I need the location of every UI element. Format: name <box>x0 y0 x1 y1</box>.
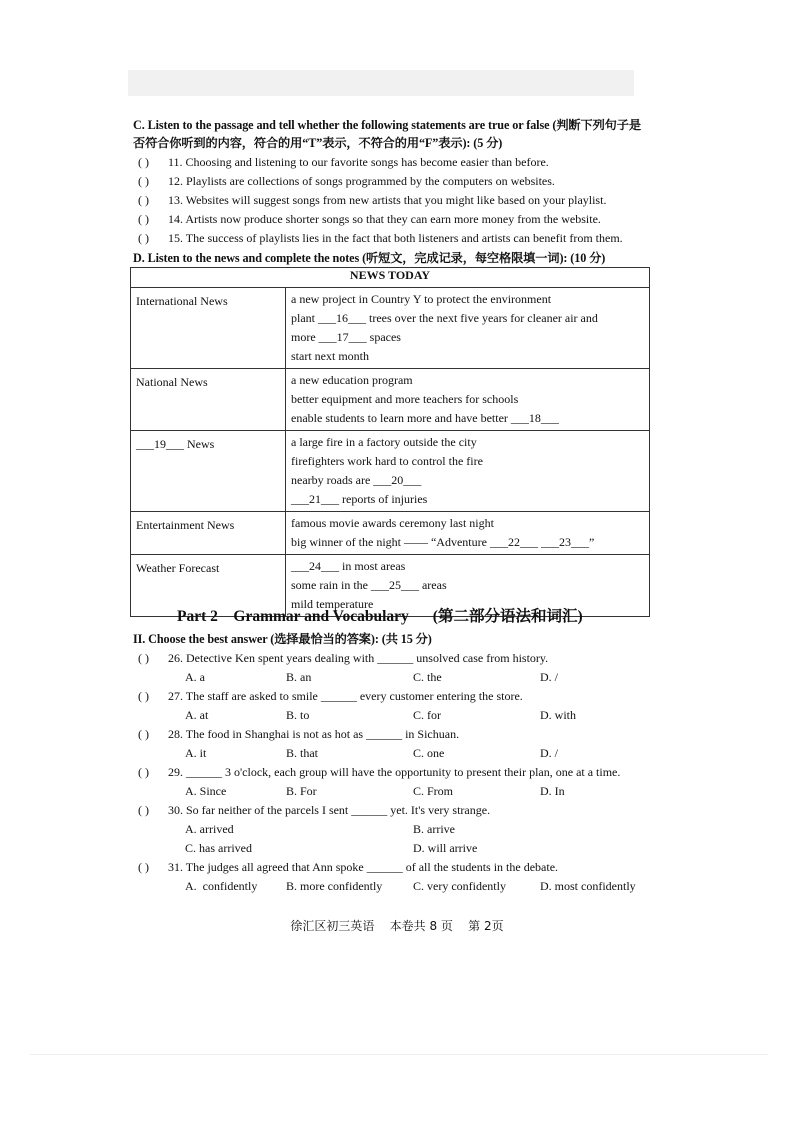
news-today-table <box>130 267 650 617</box>
section-d <box>133 249 653 267</box>
note-line: ___24___ in most areas <box>291 559 406 573</box>
row-notes <box>286 288 650 369</box>
option-row <box>138 820 658 839</box>
table-row <box>131 369 650 431</box>
answer-blank[interactable]: ( ) <box>138 174 149 188</box>
statement-text: 14. Artists now produce shorter songs so that they can earn more money from the website. <box>168 212 601 226</box>
note-line: big winner of the night —— “Adventure ___22___ ___23___” <box>291 535 595 549</box>
option[interactable]: C. for <box>413 708 441 722</box>
option[interactable]: B. that <box>286 746 318 760</box>
note-line: ___21___ reports of injuries <box>291 492 428 506</box>
statement-text: 12. Playlists are collections of songs programmed by the computers on websites. <box>168 174 555 188</box>
note-line: enable students to learn more and have better ___18___ <box>291 411 559 425</box>
question-stem <box>138 649 658 668</box>
true-false-item <box>138 191 658 210</box>
option[interactable]: D. In <box>540 784 565 798</box>
row-notes <box>286 512 650 555</box>
page-footer: 徐汇区初三英语 本卷共 8 页 第 2页 <box>290 919 504 933</box>
option[interactable]: B. For <box>286 784 317 798</box>
option[interactable]: B. an <box>286 670 312 684</box>
option[interactable]: A. a <box>185 670 205 684</box>
section-ii <box>133 630 653 648</box>
row-label: Entertainment News <box>131 512 286 555</box>
page-bottom-rule <box>30 1054 768 1055</box>
question-stem <box>138 858 658 877</box>
note-line: a new project in Country Y to protect the environment <box>291 292 552 306</box>
option[interactable]: C. the <box>413 670 442 684</box>
answer-blank[interactable]: ( ) <box>138 155 149 169</box>
option-row <box>138 706 658 725</box>
stem-text: 30. So far neither of the parcels I sent ______ yet. It's very strange. <box>168 803 491 817</box>
note-line: a new education program <box>291 373 413 387</box>
true-false-item <box>138 210 658 229</box>
answer-blank[interactable]: ( ) <box>138 212 149 226</box>
option-row <box>138 668 658 687</box>
option[interactable]: B. to <box>286 708 310 722</box>
scan-header-band <box>128 70 634 96</box>
option[interactable]: A. confidently <box>185 879 258 893</box>
mc-questions <box>138 649 658 896</box>
answer-blank[interactable]: ( ) <box>138 765 149 779</box>
row-notes <box>286 431 650 512</box>
answer-blank[interactable]: ( ) <box>138 803 149 817</box>
section-c-heading: C. Listen to the passage and tell whether the following statements are true or false (判断下列句子是否符合你听到的内容，符合的用“T”表示，不符合的用“F”表示): (5 分) <box>133 118 641 150</box>
answer-blank[interactable]: ( ) <box>138 860 149 874</box>
option[interactable]: D. will arrive <box>413 841 478 855</box>
statement-text: 11. Choosing and listening to our favorite songs has become easier than before. <box>168 155 549 169</box>
stem-text: 26. Detective Ken spent years dealing with ______ unsolved case from history. <box>168 651 549 665</box>
option-row <box>138 877 658 896</box>
statement-text: 15. The success of playlists lies in the fact that both listeners and artists can benefit from them. <box>168 231 623 245</box>
table-row <box>131 431 650 512</box>
note-line: more ___17___ spaces <box>291 330 401 344</box>
option[interactable]: B. arrive <box>413 822 455 836</box>
question-stem <box>138 763 658 782</box>
table-title: NEWS TODAY <box>131 268 650 288</box>
option[interactable]: A. arrived <box>185 822 234 836</box>
part2-title-cn: (第二部分语法和词汇) <box>432 608 583 625</box>
option[interactable]: C. one <box>413 746 445 760</box>
option[interactable]: A. at <box>185 708 209 722</box>
row-label: International News <box>131 288 286 369</box>
row-label: National News <box>131 369 286 431</box>
note-line: mild temperature <box>291 597 374 611</box>
true-false-item <box>138 153 658 172</box>
question-stem <box>138 725 658 744</box>
stem-text: 28. The food in Shanghai is not as hot as ______ in Sichuan. <box>168 727 460 741</box>
section-c <box>133 116 653 152</box>
option-row <box>138 782 658 801</box>
note-line: some rain in the ___25___ areas <box>291 578 447 592</box>
section-c-items <box>138 153 658 248</box>
answer-blank[interactable]: ( ) <box>138 231 149 245</box>
part2-title-en: Part 2 Grammar and Vocabulary <box>177 608 409 625</box>
stem-text: 27. The staff are asked to smile ______ every customer entering the store. <box>168 689 523 703</box>
note-line: nearby roads are ___20___ <box>291 473 422 487</box>
option[interactable]: C. very confidently <box>413 879 506 893</box>
note-line: firefighters work hard to control the fire <box>291 454 483 468</box>
true-false-item <box>138 229 658 248</box>
option[interactable]: D. with <box>540 708 576 722</box>
row-notes <box>286 369 650 431</box>
row-label: Weather Forecast <box>131 555 286 617</box>
note-line: famous movie awards ceremony last night <box>291 516 494 530</box>
note-line: start next month <box>291 349 369 363</box>
stem-text: 31. The judges all agreed that Ann spoke ______ of all the students in the debate. <box>168 860 559 874</box>
statement-text: 13. Websites will suggest songs from new artists that you might like based on your playlist. <box>168 193 607 207</box>
stem-text: 29. ______ 3 o'clock, each group will have the opportunity to present their plan, one at a time. <box>168 765 621 779</box>
option[interactable]: A. Since <box>185 784 227 798</box>
option[interactable]: D. / <box>540 746 558 760</box>
question-stem <box>138 801 658 820</box>
option[interactable]: C. From <box>413 784 454 798</box>
option[interactable]: C. has arrived <box>185 841 252 855</box>
option[interactable]: D. most confidently <box>540 879 636 893</box>
note-line: better equipment and more teachers for schools <box>291 392 519 406</box>
note-line: a large fire in a factory outside the city <box>291 435 477 449</box>
option[interactable]: D. / <box>540 670 558 684</box>
answer-blank[interactable]: ( ) <box>138 651 149 665</box>
answer-blank[interactable]: ( ) <box>138 727 149 741</box>
question-stem <box>138 687 658 706</box>
table-row <box>131 288 650 369</box>
true-false-item <box>138 172 658 191</box>
answer-blank[interactable]: ( ) <box>138 689 149 703</box>
option[interactable]: B. more confidently <box>286 879 383 893</box>
part2-title <box>177 604 583 626</box>
option-row <box>138 744 658 763</box>
section-d-heading: D. Listen to the news and complete the notes (听短文，完成记录，每空格限填一词): (10 分) <box>133 251 606 265</box>
row-label: ___19___ News <box>131 431 286 512</box>
option-row <box>138 839 658 858</box>
option[interactable]: A. it <box>185 746 207 760</box>
table-row <box>131 512 650 555</box>
section-ii-heading: II. Choose the best answer (选择最恰当的答案): (共 15 分) <box>133 632 432 646</box>
answer-blank[interactable]: ( ) <box>138 193 149 207</box>
note-line: plant ___16___ trees over the next five years for cleaner air and <box>291 311 598 325</box>
